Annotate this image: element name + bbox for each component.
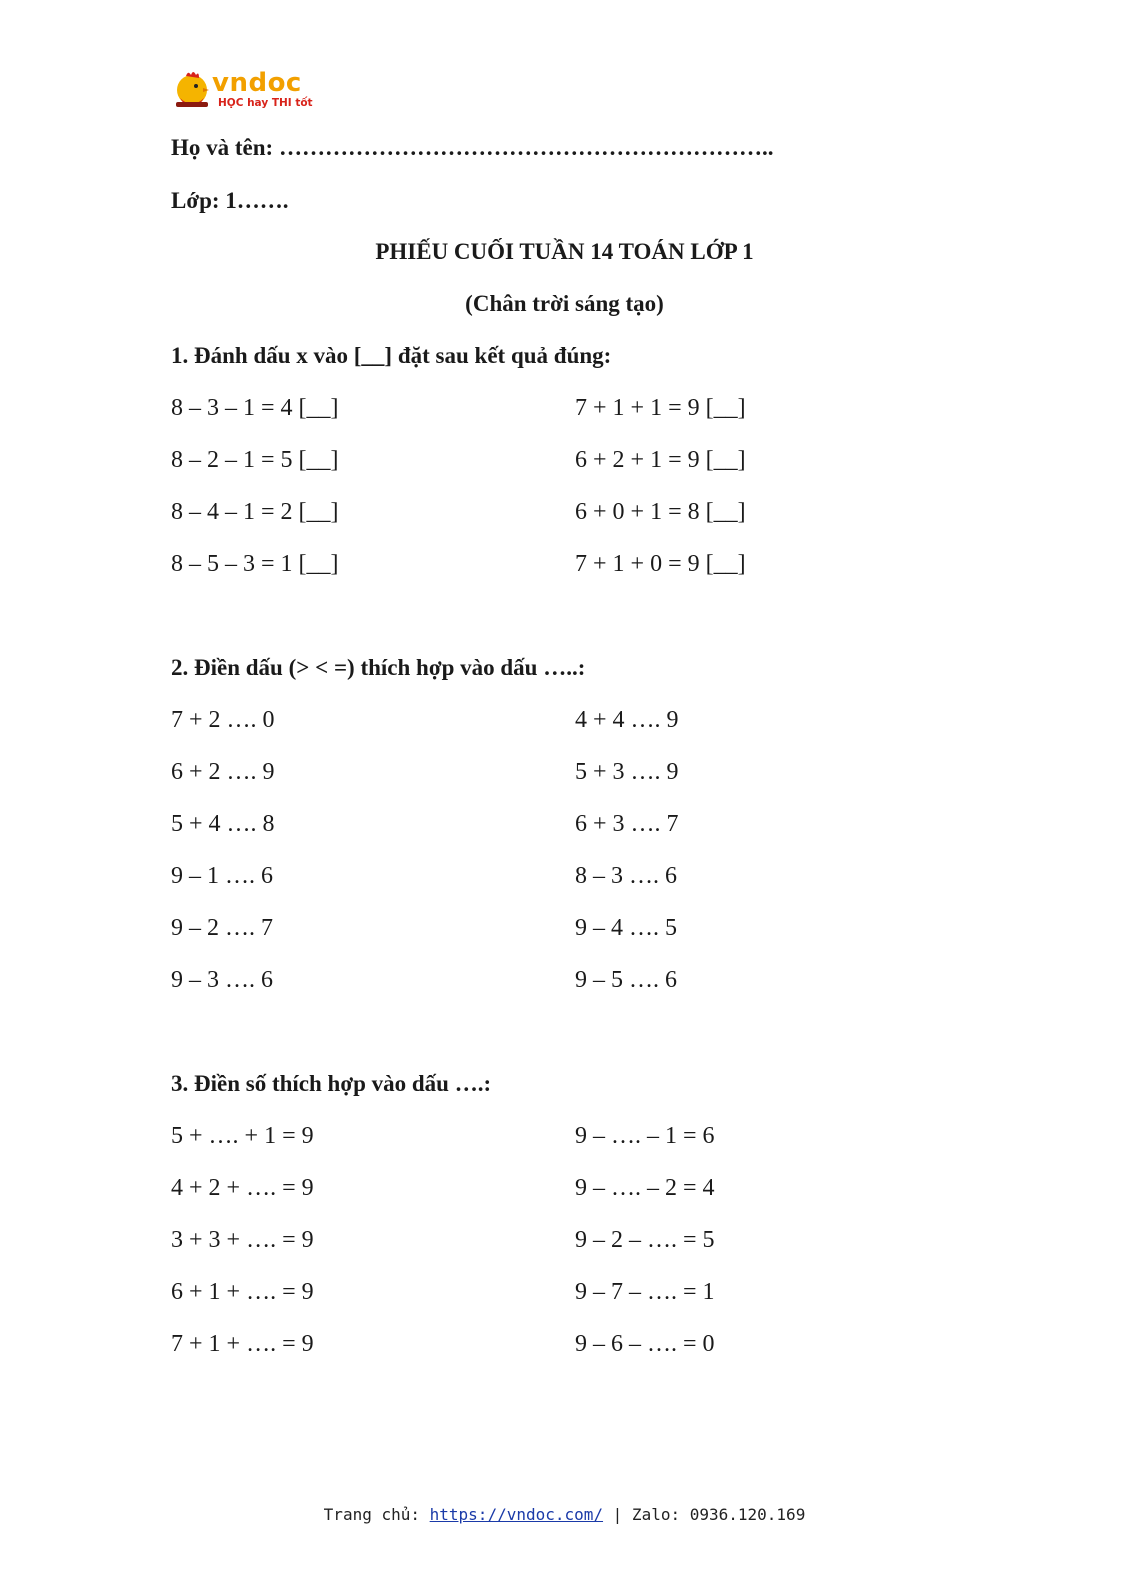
section2-left-item: 9 – 1 …. 6 bbox=[171, 863, 273, 889]
section3-left-item: 6 + 1 + …. = 9 bbox=[171, 1279, 314, 1305]
section3-right-item: 9 – …. – 1 = 6 bbox=[575, 1123, 715, 1149]
homepage-link[interactable]: https://vndoc.com/ bbox=[429, 1505, 604, 1524]
section3-left-item: 4 + 2 + …. = 9 bbox=[171, 1175, 314, 1201]
section1-right-item: 6 + 2 + 1 = 9 [__] bbox=[575, 447, 746, 473]
class-line: Lớp: 1……. bbox=[171, 188, 289, 213]
section2-right-item: 9 – 4 …. 5 bbox=[575, 915, 677, 941]
section1-heading: 1. Đánh dấu x vào [__] đặt sau kết quả đúng: bbox=[171, 343, 612, 368]
section2-right-item: 8 – 3 …. 6 bbox=[575, 863, 677, 889]
section2-right-item: 4 + 4 …. 9 bbox=[575, 707, 679, 733]
section2-left-item: 6 + 2 …. 9 bbox=[171, 759, 275, 785]
section2-right-item: 6 + 3 …. 7 bbox=[575, 811, 679, 837]
section2-right-item: 9 – 5 …. 6 bbox=[575, 967, 677, 993]
vndoc-logo bbox=[170, 68, 320, 114]
section1-right-item: 7 + 1 + 1 = 9 [__] bbox=[575, 395, 746, 421]
section3-right-item: 9 – 7 – …. = 1 bbox=[575, 1279, 715, 1305]
section2-left-item: 9 – 3 …. 6 bbox=[171, 967, 273, 993]
section1-left-item: 8 – 3 – 1 = 4 [__] bbox=[171, 395, 339, 421]
logo-brand: vndoc bbox=[212, 68, 302, 98]
section3-left-item: 7 + 1 + …. = 9 bbox=[171, 1331, 314, 1357]
section3-left-item: 3 + 3 + …. = 9 bbox=[171, 1227, 314, 1253]
section2-heading: 2. Điền dấu (> < =) thích hợp vào dấu …..: bbox=[171, 655, 586, 680]
section1-left-item: 8 – 4 – 1 = 2 [__] bbox=[171, 499, 339, 525]
rooster-mascot-icon bbox=[170, 68, 214, 112]
section1-left-item: 8 – 5 – 3 = 1 [__] bbox=[171, 551, 339, 577]
footer-prefix: Trang chủ: bbox=[323, 1505, 430, 1524]
page-title: PHIẾU CUỐI TUẦN 14 TOÁN LỚP 1 bbox=[375, 239, 754, 264]
section2-left-item: 7 + 2 …. 0 bbox=[171, 707, 275, 733]
section3-right-item: 9 – 6 – …. = 0 bbox=[575, 1331, 715, 1357]
page-subtitle: (Chân trời sáng tạo) bbox=[465, 291, 664, 316]
page-footer bbox=[0, 1505, 1129, 1524]
section2-left-item: 5 + 4 …. 8 bbox=[171, 811, 275, 837]
footer-zalo: | Zalo: 0936.120.169 bbox=[603, 1505, 806, 1524]
section3-right-item: 9 – 2 – …. = 5 bbox=[575, 1227, 715, 1253]
section2-left-item: 9 – 2 …. 7 bbox=[171, 915, 273, 941]
section1-right-item: 6 + 0 + 1 = 8 [__] bbox=[575, 499, 746, 525]
section3-right-item: 9 – …. – 2 = 4 bbox=[575, 1175, 715, 1201]
section3-heading: 3. Điền số thích hợp vào dấu ….: bbox=[171, 1071, 492, 1096]
section2-right-item: 5 + 3 …. 9 bbox=[575, 759, 679, 785]
section3-left-item: 5 + …. + 1 = 9 bbox=[171, 1123, 314, 1149]
section1-left-item: 8 – 2 – 1 = 5 [__] bbox=[171, 447, 339, 473]
name-line: Họ và tên: ……………………………………………………….. bbox=[171, 135, 774, 160]
section1-right-item: 7 + 1 + 0 = 9 [__] bbox=[575, 551, 746, 577]
logo-slogan: HỌC hay THI tốt bbox=[218, 97, 313, 109]
